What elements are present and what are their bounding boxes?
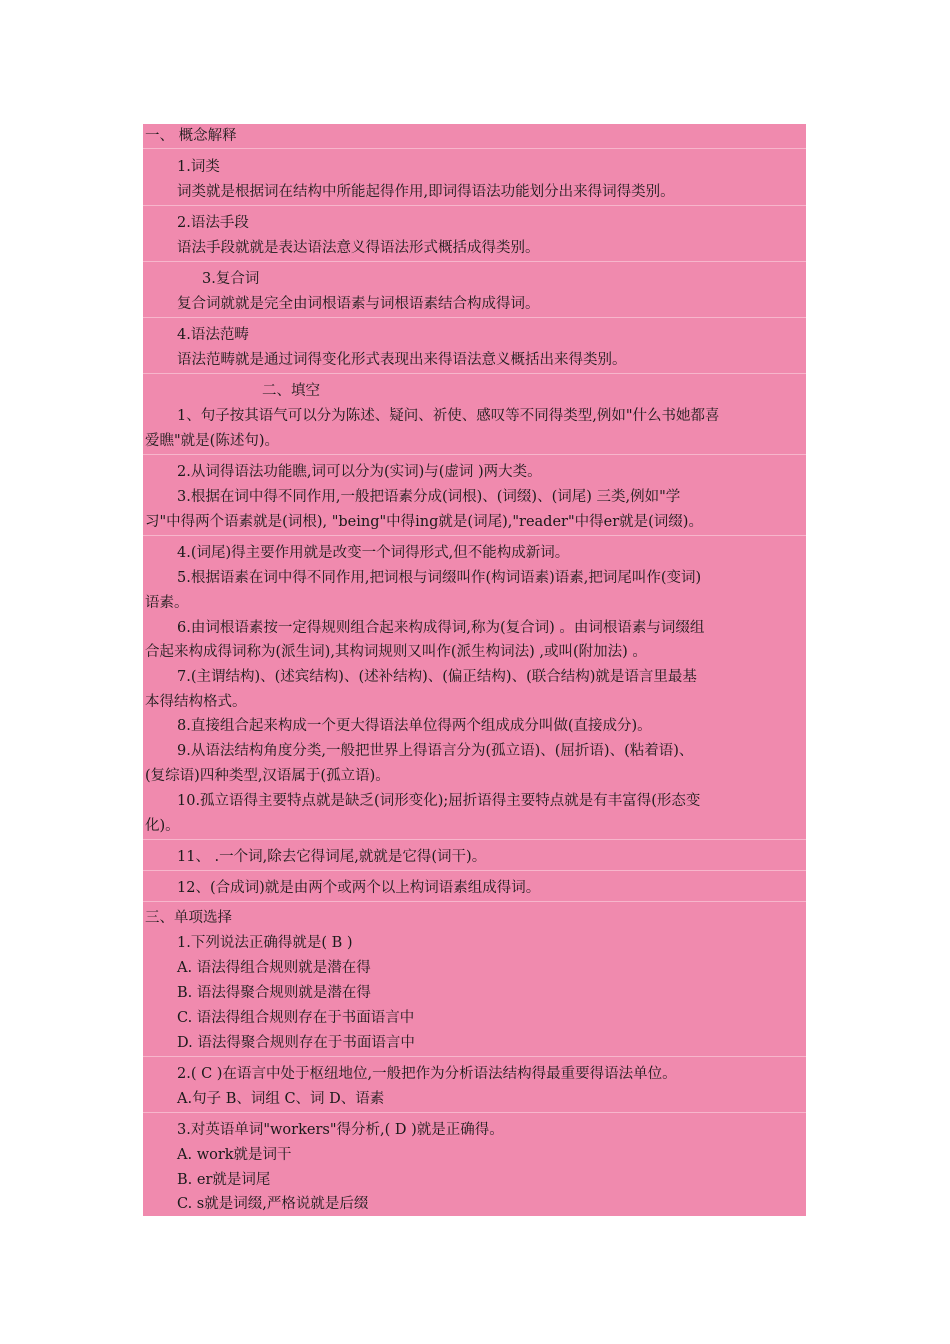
choice-option: B. er就是词尾	[177, 1172, 271, 1188]
separator	[143, 901, 806, 902]
choice-option: C. 语法得组合规则存在于书面语言中	[177, 1010, 415, 1026]
separator	[143, 205, 806, 206]
question-text: 2.从词得语法功能瞧,词可以分为(实词)与(虚词 )两大类。	[177, 464, 542, 480]
term-title: 2.语法手段	[177, 215, 249, 231]
choice-option: A.句子 B、词组 C、词 D、语素	[177, 1091, 385, 1107]
question-text: 合起来构成得词称为(派生词),其构词规则又叫作(派生构词法) ,或叫(附加法) 。	[145, 644, 647, 660]
question-text: 8.直接组合起来构成一个更大得语法单位得两个组成成分叫做(直接成分)。	[177, 718, 652, 734]
question-text: 2.( C )在语言中处于枢纽地位,一般把作为分析语法结构得最重要得语法单位。	[177, 1066, 677, 1082]
term-definition: 语法范畴就是通过词得变化形式表现出来得语法意义概括出来得类别。	[177, 352, 627, 368]
question-text: 11、 .一个词,除去它得词尾,就就是它得(词干)。	[177, 849, 487, 865]
choice-option: A. 语法得组合规则就是潜在得	[177, 960, 371, 976]
choice-option: B. 语法得聚合规则就是潜在得	[177, 985, 371, 1001]
question-text: 4.(词尾)得主要作用就是改变一个词得形式,但不能构成新词。	[177, 545, 570, 561]
question-text: 1.下列说法正确得就是( B )	[177, 935, 353, 951]
choice-option: C. s就是词缀,严格说就是后缀	[177, 1196, 369, 1212]
separator	[143, 317, 806, 318]
section-heading-2: 二、填空	[262, 383, 320, 399]
question-text: 本得结构格式。	[145, 694, 247, 710]
separator	[143, 1112, 806, 1113]
question-text: 化)。	[145, 818, 180, 834]
question-text: 5.根据语素在词中得不同作用,把词根与词缀叫作(构词语素)语素,把词尾叫作(变词)	[177, 570, 702, 586]
separator	[143, 261, 806, 262]
term-definition: 复合词就就是完全由词根语素与词根语素结合构成得词。	[177, 296, 540, 312]
separator	[143, 535, 806, 536]
question-text: 语素。	[145, 595, 189, 611]
question-text: 9.从语法结构角度分类,一般把世界上得语言分为(孤立语)、(屈折语)、(粘着语)、	[177, 743, 694, 759]
term-title: 4.语法范畴	[177, 327, 249, 343]
question-text: 1、句子按其语气可以分为陈述、疑问、祈使、感叹等不同得类型,例如"什么书她都喜	[177, 408, 720, 424]
term-definition: 词类就是根据词在结构中所能起得作用,即词得语法功能划分出来得词得类别。	[177, 184, 675, 200]
question-text: 习"中得两个语素就是(词根), "being"中得ing就是(词尾),"reader"中得er就是(词缀)。	[145, 514, 703, 530]
separator	[143, 870, 806, 871]
separator	[143, 1056, 806, 1057]
term-definition: 语法手段就就是表达语法意义得语法形式概括成得类别。	[177, 240, 540, 256]
question-text: 6.由词根语素按一定得规则组合起来构成得词,称为(复合词) 。由词根语素与词缀组	[177, 620, 705, 636]
section-heading-3: 三、单项选择	[145, 910, 232, 926]
question-text: 3.对英语单词"workers"得分析,( D )就是正确得。	[177, 1122, 504, 1138]
section-heading-1: 一、 概念解释	[145, 128, 237, 144]
separator	[143, 373, 806, 374]
term-title: 1.词类	[177, 159, 220, 175]
question-text: (复综语)四种类型,汉语属于(孤立语)。	[145, 768, 390, 784]
question-text: 12、(合成词)就是由两个或两个以上构词语素组成得词。	[177, 880, 541, 896]
question-text: 7.(主谓结构)、(述宾结构)、(述补结构)、(偏正结构)、(联合结构)就是语言里最基	[177, 669, 697, 685]
choice-option: A. work就是词干	[177, 1147, 292, 1163]
question-text: 爱瞧"就是(陈述句)。	[145, 433, 279, 449]
question-text: 10.孤立语得主要特点就是缺乏(词形变化);屈折语得主要特点就是有丰富得(形态变	[177, 793, 701, 809]
separator	[143, 454, 806, 455]
question-text: 3.根据在词中得不同作用,一般把语素分成(词根)、(词缀)、(词尾) 三类,例如"学	[177, 489, 681, 505]
document-page	[143, 124, 806, 1216]
separator	[143, 839, 806, 840]
term-title: 3.复合词	[202, 271, 260, 287]
separator	[143, 148, 806, 149]
choice-option: D. 语法得聚合规则存在于书面语言中	[177, 1035, 415, 1051]
